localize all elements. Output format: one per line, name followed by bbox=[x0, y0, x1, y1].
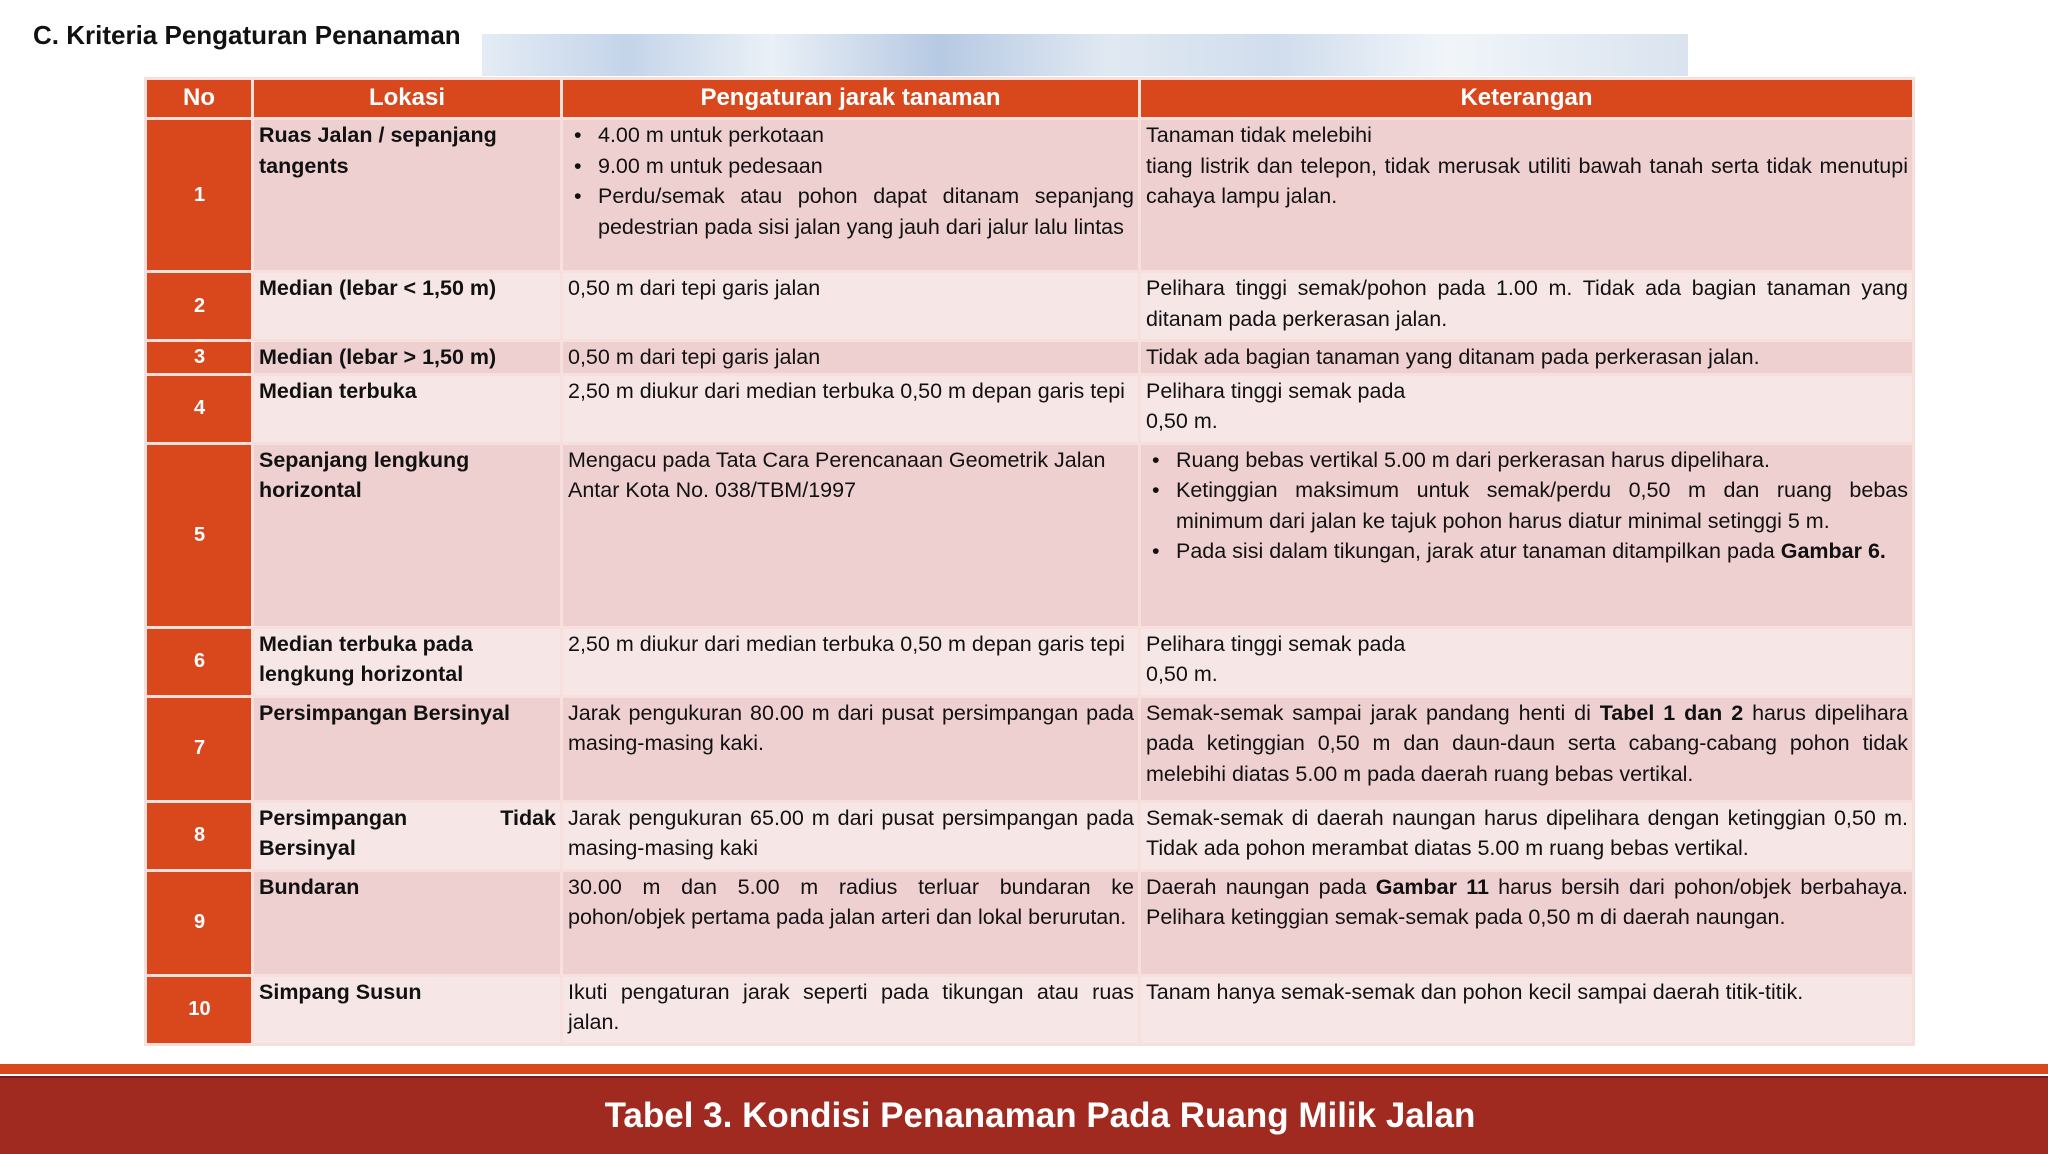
header-pengaturan: Pengaturan jarak tanaman bbox=[562, 79, 1140, 119]
location-cell: Ruas Jalan / sepanjang tangents bbox=[253, 119, 562, 272]
figure-reference: Gambar 11 bbox=[1375, 874, 1489, 899]
row-number: 5 bbox=[146, 443, 253, 627]
spacing-cell: Jarak pengukuran 65.00 m dari pusat persimpangan pada masing-masing kaki bbox=[562, 801, 1140, 870]
location-cell: Median (lebar > 1,50 m) bbox=[253, 341, 562, 375]
remarks-cell bbox=[1140, 696, 1914, 801]
row-number: 7 bbox=[146, 696, 253, 801]
table-row bbox=[146, 272, 1914, 341]
remarks-cell: Tanam hanya semak-semak dan pohon kecil sampai daerah titik-titik. bbox=[1140, 975, 1914, 1044]
remarks-cell: Semak-semak di daerah naungan harus dipelihara dengan ketinggian 0,50 m. Tidak ada pohon merambat diatas 5.00 m ruang bebas vertikal. bbox=[1140, 801, 1914, 870]
table-row bbox=[146, 870, 1914, 975]
row-number: 6 bbox=[146, 627, 253, 696]
spacing-cell bbox=[562, 119, 1140, 272]
location-cell: Persimpangan Bersinyal bbox=[253, 696, 562, 801]
location-cell: Persimpangan Tidak Bersinyal bbox=[253, 801, 562, 870]
location-cell: Bundaran bbox=[253, 870, 562, 975]
remarks-cell bbox=[1140, 870, 1914, 975]
remarks-line: tiang listrik dan telepon, tidak merusak utiliti bawah tanah serta tidak menutupi cahaya lampu jalan. bbox=[1146, 153, 1908, 208]
remarks-line: Pelihara tinggi semak pada bbox=[1146, 631, 1406, 656]
table-row bbox=[146, 696, 1914, 801]
remarks-list bbox=[1146, 445, 1908, 567]
row-number: 4 bbox=[146, 374, 253, 443]
remarks-line: 0,50 m. bbox=[1146, 662, 1218, 686]
remarks-cell bbox=[1140, 374, 1914, 443]
remarks-text: Pada sisi dalam tikungan, jarak atur tanaman ditampilkan pada bbox=[1176, 539, 1781, 563]
spacing-cell: 2,50 m diukur dari median terbuka 0,50 m depan garis tepi bbox=[562, 374, 1140, 443]
list-item: • Ruang bebas vertikal 5.00 m dari perkerasan harus dipelihara. bbox=[1176, 445, 1908, 476]
row-number: 3 bbox=[146, 341, 253, 375]
location-cell: Sepanjang lengkung horizontal bbox=[253, 443, 562, 627]
spacing-cell: Ikuti pengaturan jarak seperti pada tikungan atau ruas jalan. bbox=[562, 975, 1140, 1044]
row-number: 9 bbox=[146, 870, 253, 975]
remarks-line: 0,50 m. bbox=[1146, 409, 1218, 433]
section-title: C. Kriteria Pengaturan Penanaman bbox=[33, 20, 461, 50]
remarks-cell bbox=[1140, 119, 1914, 272]
table-row bbox=[146, 443, 1914, 627]
table-caption: Tabel 3. Kondisi Penanaman Pada Ruang Milik Jalan bbox=[604, 1096, 1476, 1135]
location-cell: Simpang Susun bbox=[253, 975, 562, 1044]
spacing-cell: 30.00 m dan 5.00 m radius terluar bundaran ke pohon/objek pertama pada jalan arteri dan lokal berurutan. bbox=[562, 870, 1140, 975]
list-item bbox=[1176, 536, 1908, 567]
remarks-text: Semak-semak sampai jarak pandang henti di bbox=[1146, 700, 1600, 725]
remarks-cell: Tidak ada bagian tanaman yang ditanam pada perkerasan jalan. bbox=[1140, 341, 1914, 375]
table-row bbox=[146, 801, 1914, 870]
list-item: • Ketinggian maksimum untuk semak/perdu 0,50 m dan ruang bebas minimum dari jalan ke tajuk pohon harus diatur minimal setinggi 5 m. bbox=[1176, 475, 1908, 536]
remarks-line: Pelihara tinggi semak pada bbox=[1146, 378, 1406, 403]
remarks-cell bbox=[1140, 627, 1914, 696]
table-reference: Tabel 1 dan 2 bbox=[1599, 700, 1744, 725]
row-number: 2 bbox=[146, 272, 253, 341]
list-item: • 4.00 m untuk perkotaan bbox=[598, 120, 1134, 151]
remarks-line: Tanaman tidak melebihi bbox=[1146, 123, 1372, 147]
header-no: No bbox=[146, 79, 253, 119]
spacing-cell: Mengacu pada Tata Cara Perencanaan Geometrik Jalan Antar Kota No. 038/TBM/1997 bbox=[562, 443, 1140, 627]
list-item: • Perdu/semak atau pohon dapat ditanam sepanjang pedestrian pada sisi jalan yang jauh dari jalur lalu lintas bbox=[598, 181, 1134, 242]
figure-reference: Gambar 6. bbox=[1780, 539, 1886, 563]
list-item: • 9.00 m untuk pedesaan bbox=[598, 151, 1134, 182]
header-keterangan: Keterangan bbox=[1140, 79, 1914, 119]
row-number: 10 bbox=[146, 975, 253, 1044]
table-row bbox=[146, 341, 1914, 375]
spacing-cell: 0,50 m dari tepi garis jalan bbox=[562, 272, 1140, 341]
row-number: 1 bbox=[146, 119, 253, 272]
table-row bbox=[146, 975, 1914, 1044]
location-cell: Median terbuka bbox=[253, 374, 562, 443]
table-header-row bbox=[146, 79, 1914, 119]
remarks-text: harus dipelihara pada ketinggian 0,50 m dan daun-daun serta cabang-cabang pohon tidak melebihi diatas 5.00 m pada daerah ruang bebas vertikal. bbox=[1146, 700, 1908, 786]
remarks-text: Daerah naungan pada bbox=[1146, 874, 1376, 899]
remarks-text: harus bersih dari pohon/objek berbahaya. Pelihara ketinggian semak-semak pada 0,50 m di daerah naungan. bbox=[1146, 874, 1908, 929]
spacing-cell: Jarak pengukuran 80.00 m dari pusat persimpangan pada masing-masing kaki. bbox=[562, 696, 1140, 801]
footer-stripe bbox=[0, 1064, 2048, 1074]
spacing-cell: 0,50 m dari tepi garis jalan bbox=[562, 341, 1140, 375]
table-row bbox=[146, 627, 1914, 696]
footer-caption-bar bbox=[0, 1076, 2048, 1154]
remarks-cell: Pelihara tinggi semak/pohon pada 1.00 m. Tidak ada bagian tanaman yang ditanam pada perkerasan jalan. bbox=[1140, 272, 1914, 341]
header-lokasi: Lokasi bbox=[253, 79, 562, 119]
table-row bbox=[146, 119, 1914, 272]
spacing-list bbox=[568, 120, 1134, 242]
row-number: 8 bbox=[146, 801, 253, 870]
remarks-cell bbox=[1140, 443, 1914, 627]
header-banner-image bbox=[482, 34, 1688, 76]
location-cell: Median terbuka pada lengkung horizontal bbox=[253, 627, 562, 696]
table-row bbox=[146, 374, 1914, 443]
location-cell: Median (lebar < 1,50 m) bbox=[253, 272, 562, 341]
spacing-cell: 2,50 m diukur dari median terbuka 0,50 m depan garis tepi bbox=[562, 627, 1140, 696]
planting-criteria-table bbox=[144, 77, 1912, 1046]
